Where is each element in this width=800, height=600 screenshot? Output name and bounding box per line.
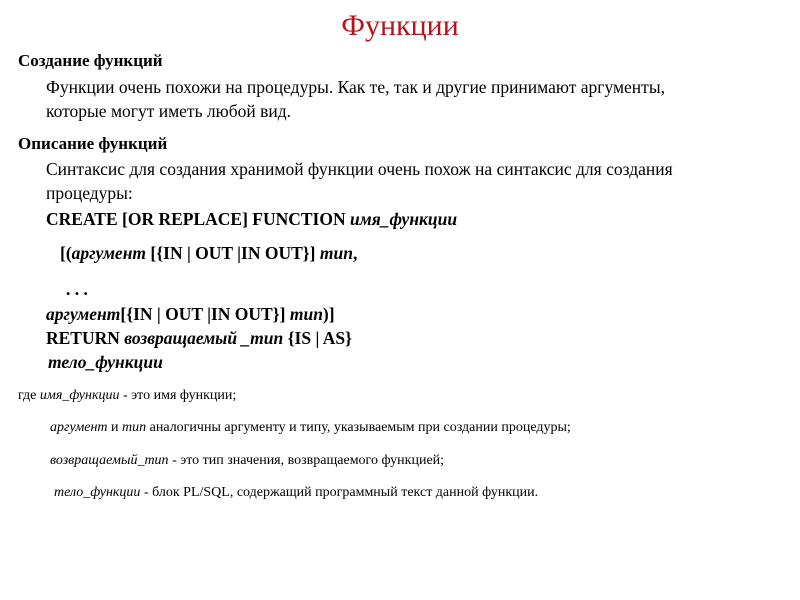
syntax-placeholder: тип bbox=[289, 304, 323, 324]
note-function-name bbox=[18, 386, 236, 406]
syntax-modes: [{IN | OUT |IN OUT}] bbox=[146, 243, 320, 263]
syntax-line-return bbox=[46, 326, 352, 350]
syntax-line-create bbox=[46, 207, 457, 231]
note-prefix: где bbox=[18, 388, 40, 403]
syntax-bracket: [( bbox=[60, 243, 72, 263]
syntax-keywords: CREATE [OR REPLACE] FUNCTION bbox=[46, 209, 350, 229]
syntax-comma: , bbox=[352, 243, 358, 263]
syntax-keywords: RETURN bbox=[46, 328, 125, 348]
paragraph-line: Функции очень похожи на процедуры. Как те, так и другие принимают аргументы, bbox=[46, 77, 665, 97]
note-text: - это имя функции; bbox=[119, 388, 237, 403]
slide-title: Функции bbox=[341, 9, 459, 42]
note-text: - блок PL/SQL, содержащий программный текст данной функции. bbox=[140, 485, 539, 500]
syntax-modes: [{IN | OUT |IN OUT}] bbox=[120, 304, 290, 324]
syntax-line-body bbox=[48, 350, 163, 374]
syntax-line-argument bbox=[60, 241, 357, 265]
syntax-placeholder: аргумент bbox=[46, 304, 121, 324]
note-text: - это тип значения, возвращаемого функцией; bbox=[168, 453, 445, 468]
syntax-placeholder: тело_функции bbox=[48, 352, 163, 372]
syntax-placeholder: возвращаемый _тип bbox=[124, 328, 284, 348]
paragraph-line: процедуры: bbox=[46, 183, 133, 203]
note-term: возвращаемый_тип bbox=[50, 453, 169, 468]
note-term: тело_функции bbox=[54, 485, 141, 500]
section-heading-create: Создание функций bbox=[18, 51, 163, 70]
section-heading-description: Описание функций bbox=[18, 134, 168, 153]
note-term: имя_функции bbox=[39, 388, 120, 403]
syntax-bracket: )] bbox=[322, 304, 335, 324]
note-argument-type bbox=[50, 418, 571, 438]
note-term: тип bbox=[122, 420, 147, 435]
syntax-placeholder: имя_функции bbox=[350, 209, 458, 229]
syntax-line-ellipsis: . . . bbox=[66, 279, 88, 299]
syntax-placeholder: тип bbox=[319, 243, 353, 263]
note-text: и bbox=[107, 420, 123, 435]
syntax-line-last-argument bbox=[46, 302, 335, 326]
syntax-placeholder: аргумент bbox=[71, 243, 147, 263]
note-function-body bbox=[54, 483, 538, 503]
paragraph-line: которые могут иметь любой вид. bbox=[46, 101, 292, 121]
note-text: аналогичны аргументу и типу, указываемым при создании процедуры; bbox=[146, 420, 571, 435]
note-return-type bbox=[50, 451, 444, 471]
syntax-keywords: {IS | AS} bbox=[283, 328, 352, 348]
paragraph-line: Синтаксис для создания хранимой функции очень похож на синтаксис для создания bbox=[46, 159, 673, 179]
note-term: аргумент bbox=[50, 420, 108, 435]
